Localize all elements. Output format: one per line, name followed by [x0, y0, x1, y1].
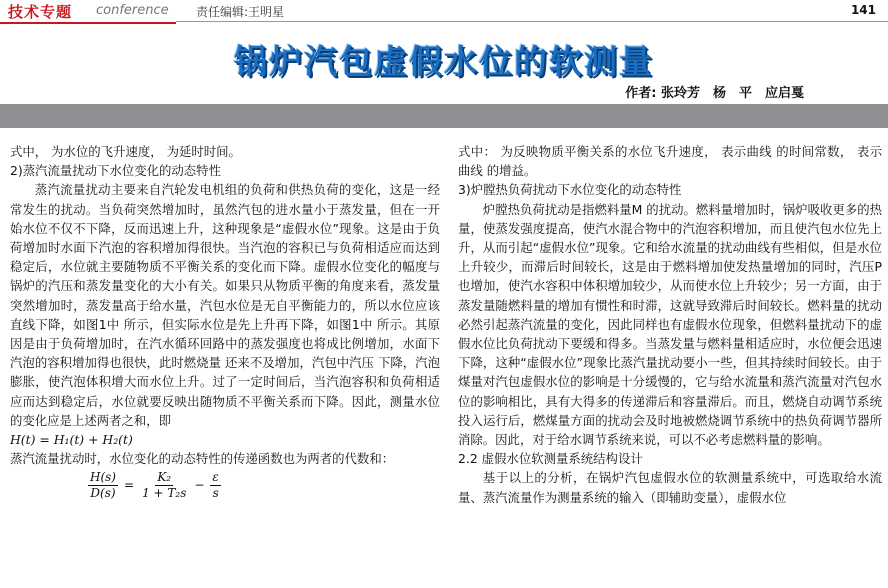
paragraph: 式中， 为水位的飞升速度， 为延时时间。	[10, 144, 241, 159]
paragraph: 炉膛热负荷扰动是指燃料量M 的扰动。燃料量增加时，锅炉吸收更多的热量，使蒸发强度提高，使汽水混合物中的汽泡容积增加，而且使汽包水位先上升，从而引起“虚假水位”现象。它和给水流量的扰动曲线有些相似，但是水位上升较少，而滞后时间较长，这是由于燃料增加使发热量增加的同时，汽压P也增加，使汽水容积中体积增加较少，从而使水位上升较少；另一方面，由于蒸发量随燃料量的增加有惯性和时滞，这就导致滞后时间较长。燃料量的扰动必然引起蒸汽流量的变化，因此同样也有虚假水位现象，但燃料量扰动下的虚假水位比负荷扰动下要缓和得多。当蒸发量与燃料量相适应时，水位便会迅速下降，这种“虚假水位”现象比蒸汽量扰动要小一些，但其持续时间较长。由于煤量对汽包虚假水位的影响是十分缓慢的，它与给水流量和蒸汽流量对汽包水位的影响相比，具有大得多的传递滞后和容量滞后。而且，燃烧自动调节系统投入运行后，燃煤量方面的扰动会及时地被燃烧调节系统中的热负荷调节器所消除。因此，对于给水调节系统来说，可以不必考虑燃料量的影响。	[458, 201, 882, 448]
section-heading: 2)蒸汽流量扰动下水位变化的动态特性	[10, 163, 221, 179]
article-authors: 作者: 张玲芳 杨 平 应启戛	[625, 86, 804, 101]
fraction-first-order: $\frac{\text{K₂}}{\text{1 + T₂s}}$	[142, 470, 187, 501]
fraction-lhs: $\frac{H(s)}{D(s)}$	[90, 470, 116, 501]
title-band	[0, 104, 888, 128]
right-column	[458, 142, 882, 507]
article-title: 锅炉汽包虚假水位的软测量	[234, 42, 654, 81]
section-heading: 3)炉膛热负荷扰动下水位变化的动态特性	[458, 182, 682, 198]
section-subtitle: conference	[96, 3, 169, 18]
minus-sign: −	[194, 478, 205, 493]
paragraph: 蒸汽流量扰动时，水位变化的动态特性的传递函数也为两者的代数和：	[10, 451, 395, 467]
equation-sum: H(t) = H₁(t) + H₂(t)	[10, 432, 133, 448]
section-heading: 2.2 虚假水位软测量系统结构设计	[458, 451, 643, 467]
header-bar	[0, 0, 888, 22]
fraction-integrator: $\frac{\varepsilon}{s}$	[212, 470, 219, 501]
editor-credit: 责任编辑:王明星	[196, 5, 285, 19]
section-brand	[0, 0, 176, 24]
page-number: 141	[850, 3, 876, 17]
paragraph: 式中： 为反映物质平衡关系的水位飞升速度， 表示曲线 的时间常数， 表示曲线 的增益。	[458, 144, 882, 179]
header-rule	[176, 21, 888, 22]
paragraph: 基于以上的分析，在锅炉汽包虚假水位的软测量系统中，可选取给水流量、蒸汽流量作为测量系统的输入（即辅助变量），虚假水位	[458, 470, 882, 505]
left-column	[10, 142, 440, 501]
paragraph: 蒸汽流量扰动主要来自汽轮发电机组的负荷和供热负荷的变化，这是一经常发生的扰动。当负荷突然增加时，虽然汽包的进水量小于蒸发量，但在一开始水位不仅不下降，反而迅速上升，这种现象是“虚假水位”现象。这是由于负荷增加时水面下汽泡的容积增加得很快。当汽泡的容积已与负荷相适应而达到稳定后，水位就主要随物质不平衡关系的变化而下降。虚假水位变化的幅度与锅炉的汽压和蒸发量变化的大小有关。如果只从物质平衡的角度来看，蒸发量突然增加时，蒸发量高于给水量，汽包水位是无自平衡能力的，所以水位应该直线下降，如图1中 所示，但实际水位是先上升再下降，如图1中 所示。其原因是由于负荷增加时，在汽水循环回路中的蒸发强度也将成比例增加，水面下汽泡的容积增加得也很快，此时燃烧量 还来不及增加，汽包中汽压 下降，汽泡膨胀，使汽泡体积增大而水位上升。过了一定时间后，当汽泡容积和负荷相适应而达到稳定后，水位就要反映出随物质不平衡关系而下降。因此，测量水位的变化应是上述两者之和，即	[10, 182, 440, 428]
transfer-function-equation	[88, 470, 440, 501]
section-tag: 技术专题	[8, 3, 73, 21]
equals-sign: =	[124, 478, 135, 493]
